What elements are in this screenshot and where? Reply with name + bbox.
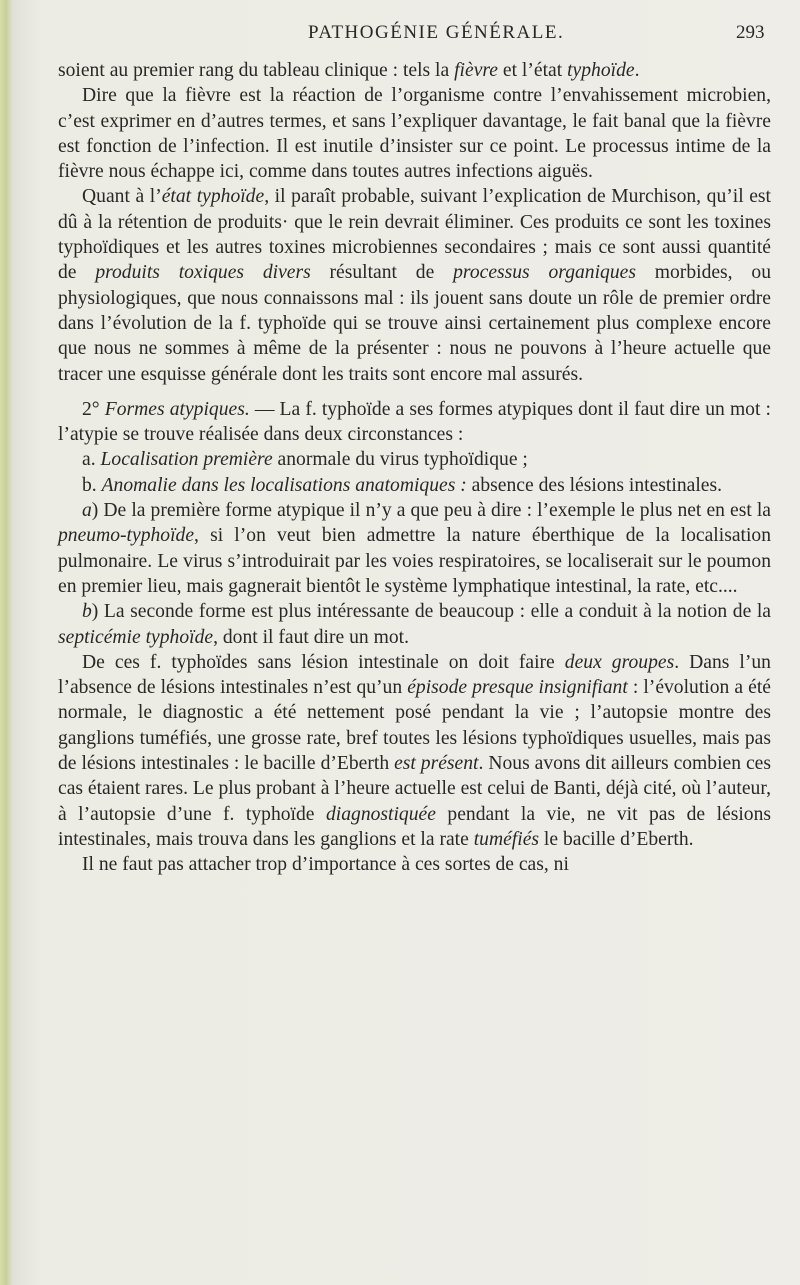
italic-text: b <box>82 601 92 623</box>
text-run: , si l’on veut bien admettre la nature éberthique de la localisation pulmonaire. Le virus s’introduirait par les voies respiratoires, se localiserait sur le poumon en premier lieu, mais gagnerait bientôt le système lymphatique intestinal, la rate, etc.... <box>58 525 771 597</box>
text-run: ) La seconde forme est plus intéressante de beaucoup : elle a conduit à la notion de la <box>91 601 771 623</box>
paragraph <box>58 852 771 877</box>
italic-text: produits toxiques divers <box>95 262 311 284</box>
italic-text: diagnostiquée <box>325 803 436 825</box>
text-run: . Dans l’un l’absence de lésions intestinales n’est qu’un <box>58 651 771 699</box>
text-run: De ces f. typhoïdes sans lésion intestinale on doit faire <box>82 651 565 673</box>
text-run: . <box>634 60 640 81</box>
italic-text: fièvre <box>454 60 498 81</box>
text-run: , dont il faut dire un mot. <box>213 626 409 648</box>
italic-text: Formes atypiques. <box>104 398 250 420</box>
italic-text: a <box>82 500 92 522</box>
italic-text: typhoïde <box>567 60 635 81</box>
italic-text: est présent <box>394 753 479 775</box>
italic-text: tuméfiés <box>473 828 540 850</box>
text-run: Quant à l’ <box>82 186 162 208</box>
text-run: morbides, ou physiologiques, que nous connaissons mal : ils jouent sans doute un rôle de premier ordre dans l’évolution de la f. typhoïde qui se trouve ainsi certainement plus complexe encore que nous ne sommes à même de la présenter : nous ne pouvons à l’heure actuelle que tracer une esquisse générale dont les traits sont encore mal assurés. <box>58 262 771 385</box>
italic-text: pneumo-typhoïde <box>58 525 195 547</box>
text-run: soient au premier rang du tableau clinique : tels la <box>58 60 455 81</box>
page-header <box>0 22 800 52</box>
paragraph <box>58 83 771 184</box>
italic-text: processus organiques <box>453 262 636 284</box>
running-title: PATHOGÉNIE GÉNÉRALE. <box>308 22 565 43</box>
paragraph <box>58 397 771 448</box>
italic-text: septicémie typhoïde <box>58 626 214 648</box>
italic-text: Anomalie dans les localisations anatomiques : <box>101 474 467 496</box>
text-run: absence des lésions intestinales. <box>466 474 722 496</box>
paragraph <box>58 599 771 650</box>
text-run: Il ne faut pas attacher trop d’importance à ces sortes de cas, ni <box>82 854 569 876</box>
text-run: — La f. typhoïde a ses formes atypiques dont il faut dire un mot : l’atypie se trouve réalisée dans deux circonstances : <box>58 398 771 446</box>
italic-text: état typhoïde <box>161 186 265 208</box>
paragraph <box>58 498 771 599</box>
italic-text: Localisation première <box>100 449 273 471</box>
paragraph <box>58 447 771 472</box>
text-run: ) De la première forme atypique il n’y a que peu à dire : l’exemple le plus net en est la <box>91 500 771 522</box>
text-run: le bacille d’Eberth. <box>539 828 694 850</box>
text-run: et l’état <box>498 60 568 81</box>
page-body <box>58 58 771 878</box>
text-run: b. <box>82 474 102 496</box>
text-run: a. <box>82 449 101 471</box>
text-run: , il paraît probable, suivant l’explication de Murchison, qu’il est dû à la rétention de produits· que le rein devrait éliminer. Ces produits ce sont les toxines typhoïdiques et les autres toxines microbiennes secondaires ; mais ce sont aussi quantité de <box>58 186 772 284</box>
italic-text: épisode presque insignifiant <box>407 677 628 699</box>
page-number: 293 <box>736 22 765 43</box>
page-spine-edge <box>0 0 12 1285</box>
text-run: : l’évolution a été normale, le diagnostic a été nettement posé pendant la vie ; l’autopsie montre des ganglions tuméfiés, une grosse rate, bref toutes les lésions typhoïdiques usuelles, mais pas de lésions intestinales : le bacille d’Eberth <box>58 677 771 775</box>
paragraph <box>58 58 771 83</box>
text-run: 2° <box>82 398 105 420</box>
text-run: . Nous avons dit ailleurs combien ces cas étaient rares. Le plus probant à l’heure actuelle est celui de Banti, déjà cité, où l’auteur, à l’autopsie d’une f. typhoïde <box>58 753 771 825</box>
paragraph <box>58 650 771 852</box>
italic-text: deux groupes <box>564 651 675 673</box>
paragraph <box>58 184 771 386</box>
paragraph-gap <box>58 387 771 397</box>
text-run: Dire que la fièvre est la réaction de l’organisme contre l’envahissement microbien, c’est exprimer en d’autres termes, et sans l’expliquer davantage, le fait banal que la fièvre est fonction de l’infection. Il est inutile d’insister sur ce point. Le processus intime de la fièvre nous échappe ici, comme dans toutes autres infections aiguës. <box>58 85 771 183</box>
paragraph <box>58 473 771 498</box>
text-run: anormale du virus typhoïdique ; <box>272 449 528 471</box>
text-run: pendant la vie, ne vit pas de lésions intestinales, mais trouva dans les ganglions et la rate <box>58 803 771 850</box>
text-run: résultant de <box>310 262 454 284</box>
